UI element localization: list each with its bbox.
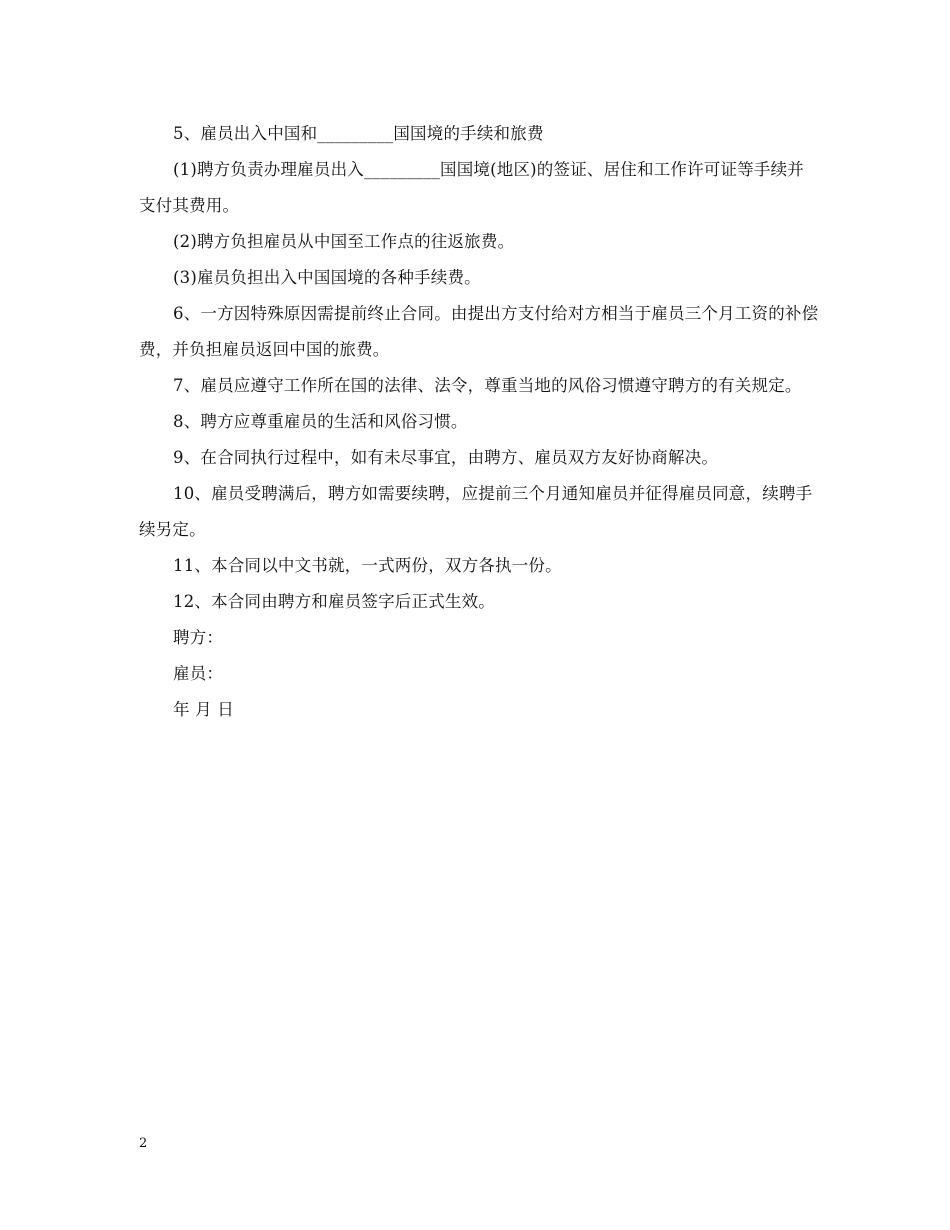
- employee-signature-line: 雇员：: [173, 664, 224, 683]
- clause-12: 12、本合同由聘方和雇员签字后正式生效。: [173, 592, 495, 611]
- page-number: 2: [139, 1136, 148, 1151]
- clause-9: 9、在合同执行过程中，如有未尽事宜，由聘方、雇员双方友好协商解决。: [173, 448, 719, 467]
- clause-5-item-2: (2)聘方负担雇员从中国至工作点的往返旅费。: [173, 232, 515, 251]
- clause-5-item-3: (3)雇员负担出入中国国境的各种手续费。: [173, 268, 481, 287]
- clause-5-heading: 5、雇员出入中国和_________国国境的手续和旅费: [173, 124, 544, 143]
- clause-7: 7、雇员应遵守工作所在国的法律、法令，尊重当地的风俗习惯遵守聘方的有关规定。: [173, 376, 802, 395]
- clause-5-item-1: (1)聘方负责办理雇员出入_________国国境(地区)的签证、居住和工作许可证等手续并支付其费用。: [139, 160, 804, 215]
- document-body: [139, 116, 819, 728]
- clause-10: 10、雇员受聘满后，聘方如需要续聘，应提前三个月通知雇员并征得雇员同意，续聘手续另定。: [139, 484, 813, 539]
- date-line: 年 月 日: [173, 700, 234, 719]
- clause-11: 11、本合同以中文书就，一式两份，双方各执一份。: [173, 556, 562, 575]
- clause-6: 6、一方因特殊原因需提前终止合同。由提出方支付给对方相当于雇员三个月工资的补偿费，并负担雇员返回中国的旅费。: [139, 304, 819, 359]
- employer-signature-line: 聘方：: [173, 628, 224, 647]
- clause-8: 8、聘方应尊重雇员的生活和风俗习惯。: [173, 412, 468, 431]
